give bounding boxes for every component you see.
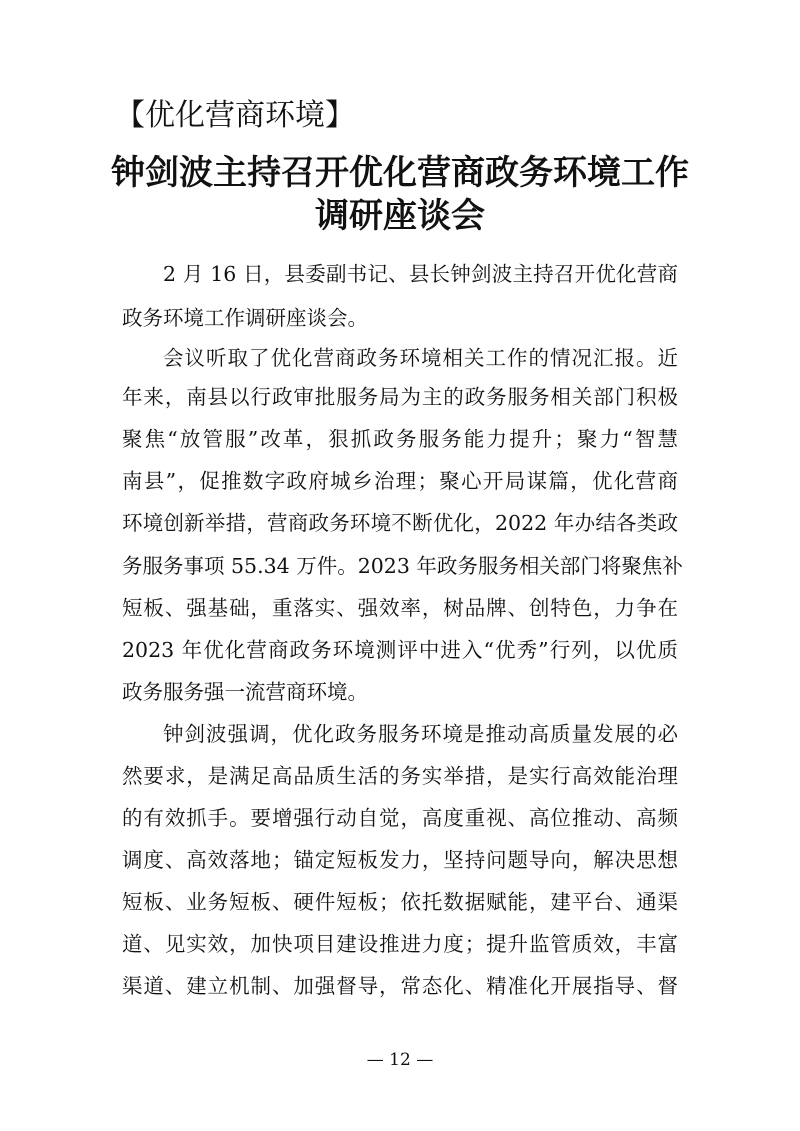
paragraph-2-line-3: 聚焦“放管服”改革，狠抓政务服务能力提升；聚力“智慧 (122, 427, 678, 451)
paragraph-3-line-5: 短板、业务短板、硬件短板；依托数据赋能，建平台、通渠 (122, 890, 678, 914)
paragraph-2-line-8: 2023 年优化营商政务环境测评中进入“优秀”行列，以优质 (122, 638, 678, 662)
paragraph-2-line-5: 环境创新举措，营商政务环境不断优化，2022 年办结各类政 (122, 511, 678, 535)
paragraph-3-line-4: 调度、高效落地；锚定短板发力，坚持问题导向，解决思想 (122, 848, 678, 872)
paragraph-3-line-3: 的有效抓手。要增强行动自觉，高度重视、高位推动、高频 (122, 806, 678, 830)
paragraph-3-line-2: 然要求，是满足高品质生活的务实举措，是实行高效能治理 (122, 764, 678, 788)
paragraph-2-line-9: 政务服务强一流营商环境。 (122, 680, 368, 704)
paragraph-2-line-6: 务服务事项 55.34 万件。2023 年政务服务相关部门将聚焦补 (122, 554, 683, 578)
paragraph-3-line-1: 钟剑波强调，优化政务服务环境是推动高质量发展的必 (163, 722, 678, 746)
article-title-line-2: 调研座谈会 (315, 196, 485, 236)
paragraph-3-line-6: 道、见实效，加快项目建设推进力度；提升监管质效，丰富 (122, 932, 678, 956)
paragraph-2-line-4: 南县”，促推数字政府城乡治理；聚心开局谋篇，优化营商 (122, 469, 678, 493)
paragraph-2-line-7: 短板、强基础，重落实、强效率，树品牌、创特色，力争在 (122, 596, 678, 620)
page-number: — 12 — (366, 1050, 434, 1070)
paragraph-3-line-7: 渠道、建立机制、加强督导，常态化、精准化开展指导、督 (122, 974, 678, 998)
paragraph-2-line-1: 会议听取了优化营商政务环境相关工作的情况汇报。近 (163, 346, 678, 370)
section-tag: 【优化营商环境】 (115, 98, 355, 133)
paragraph-2-line-2: 年来，南县以行政审批服务局为主的政务服务相关部门积极 (122, 385, 678, 409)
paragraph-1-line-1: 2 月 16 日，县委副书记、县长钟剑波主持召开优化营商 (163, 262, 678, 286)
paragraph-1-line-2: 政务环境工作调研座谈会。 (122, 306, 368, 330)
article-title-line-1: 钟剑波主持召开优化营商政务环境工作 (111, 153, 689, 193)
